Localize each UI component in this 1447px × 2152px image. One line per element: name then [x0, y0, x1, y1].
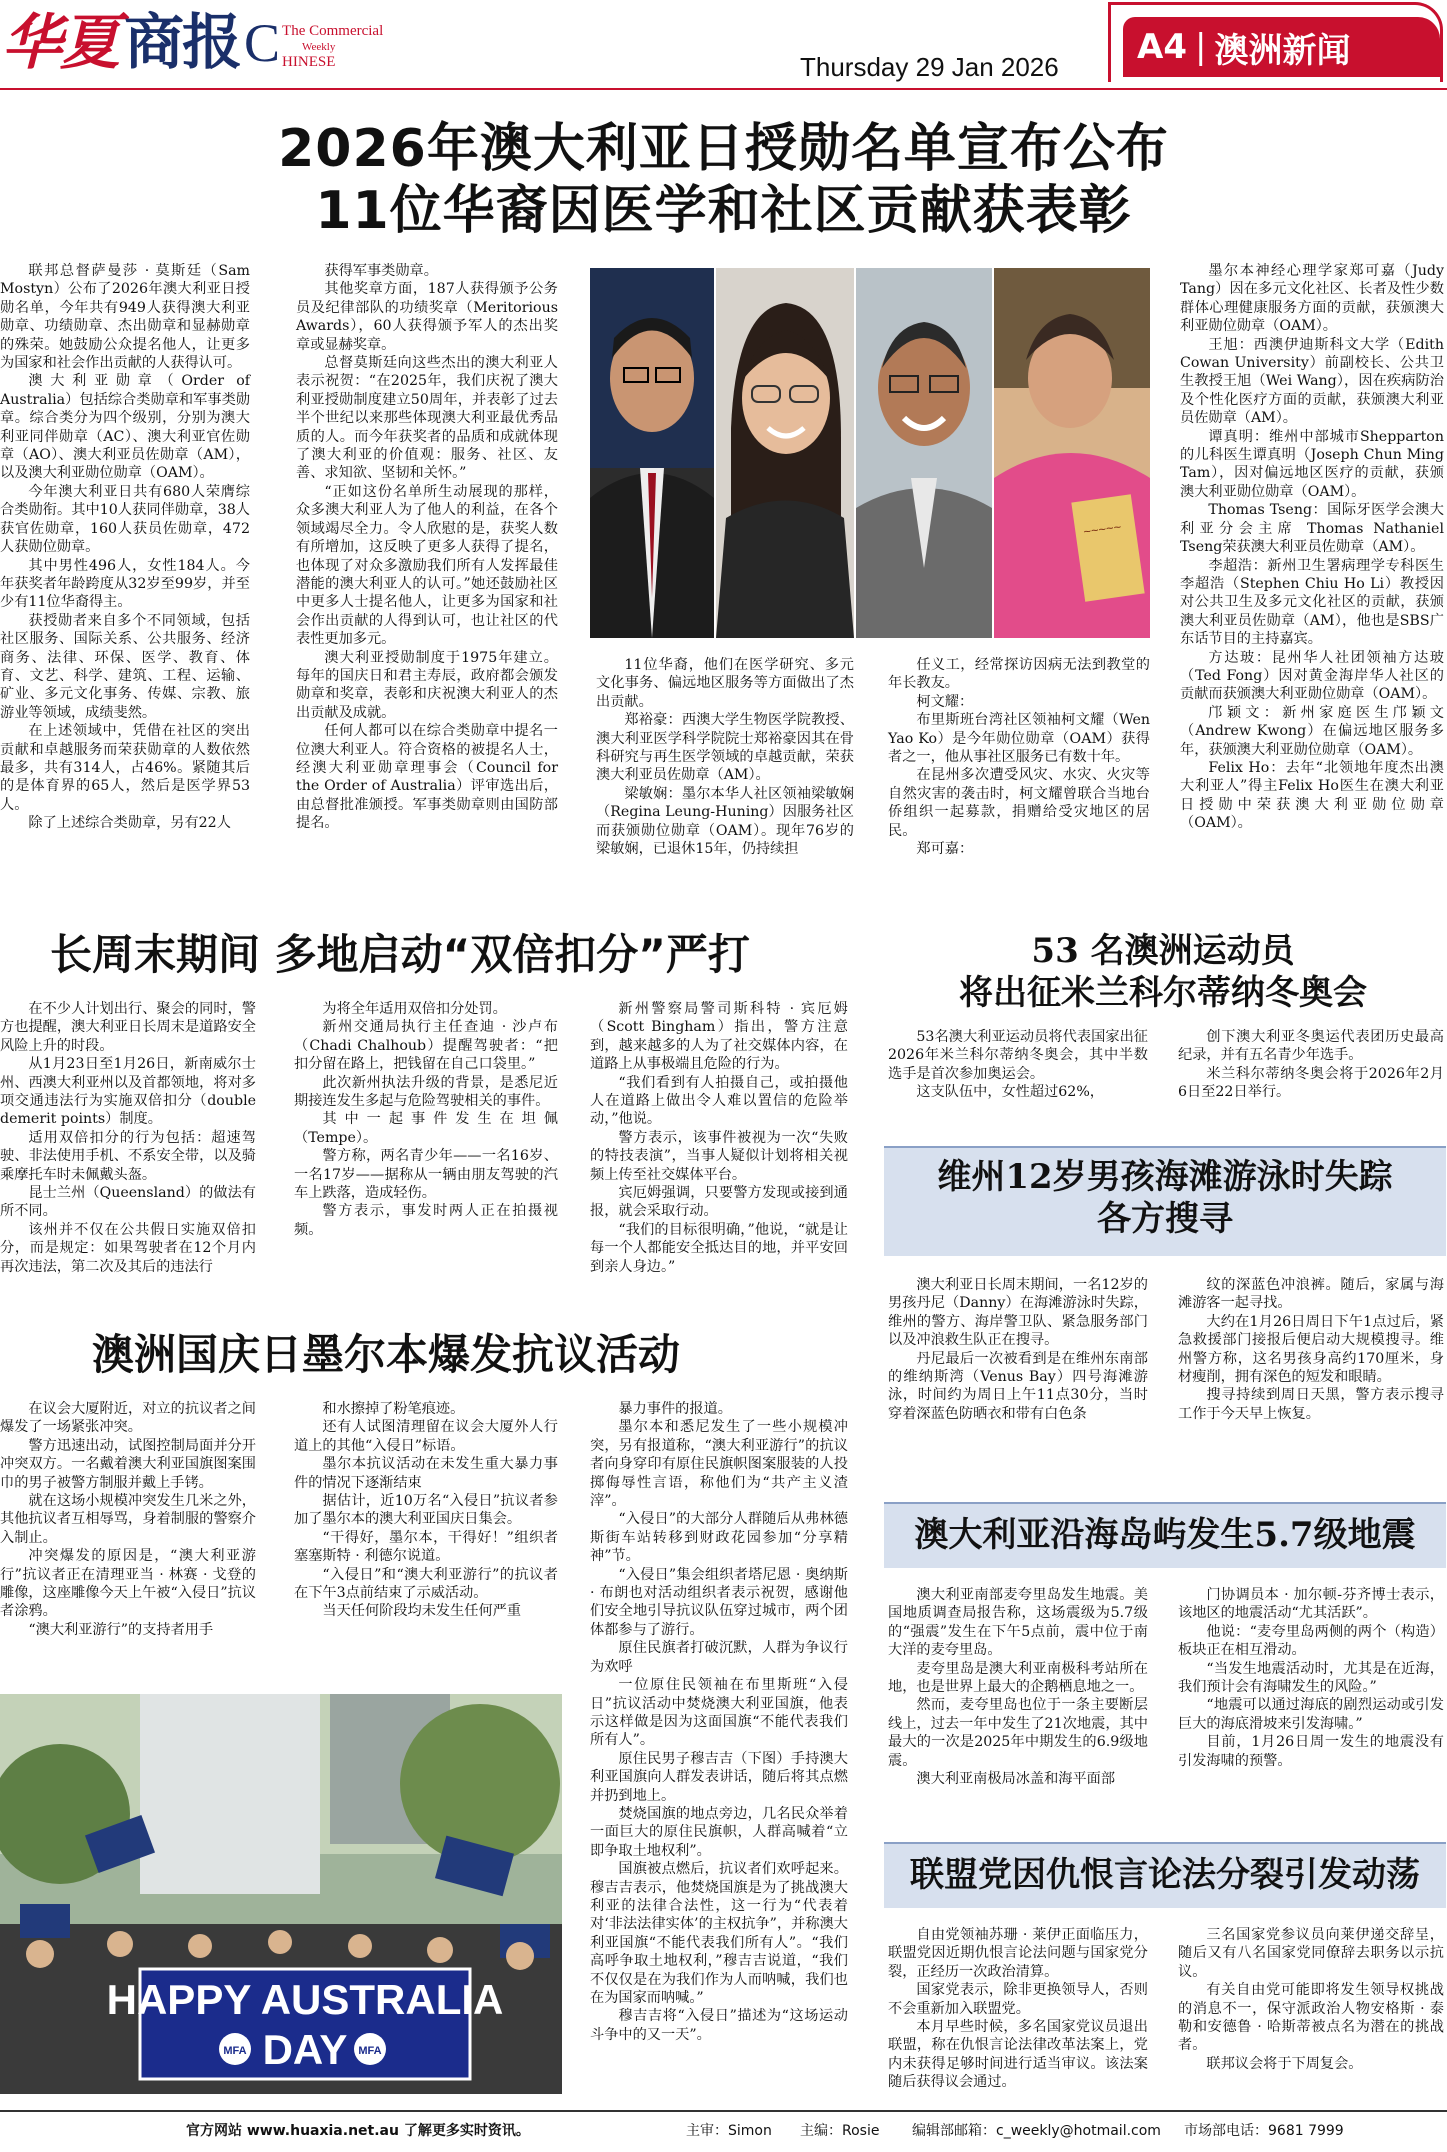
paragraph: 大约在1月26日周日下午1点过后，紧急救援部门接报后便启动大规模搜寻。维州警方称，这名男孩身高约170厘米，身材瘦削，拥有深色的短发和眼睛。 [1178, 1313, 1444, 1386]
newspaper-logo [2, 8, 383, 88]
paragraph: 米兰科尔蒂纳冬奥会将于2026年2月6日至22日举行。 [1178, 1065, 1444, 1101]
paragraph: 总督莫斯廷向这些杰出的澳大利亚人表示祝贺：“在2025年，我们庆祝了澳大利亚授勋制度建立50周年，并表彰了过去半个世纪以来那些体现澳大利亚最优秀品质的人。而今年获奖者的品质和成就体现了澳大利亚的价值观：服务、社区、友善、求知欲、坚韧和关怀。” [296, 355, 558, 482]
lead-col5-text [1180, 262, 1444, 833]
story-demerit-headline: 长周末期间 多地启动“双倍扣分”严打 [50, 930, 750, 979]
paragraph: 梁敏娴：墨尔本华人社区领袖梁敏娴（Regina Leung-Huning）因服务社区而获颁勋位勋章（OAM）。现年76岁的梁敏娴，已退休15年，仍持续担 [596, 785, 854, 858]
paragraph: 在议会大厦附近，对立的抗议者之间爆发了一场紧张冲突。 [0, 1401, 256, 1436]
paragraph: “入侵日”的大部分人群随后从弗林德斯街车站转移到财政花园参加“分享精神”节。 [590, 1511, 848, 1565]
paragraph: 其中一起事件发生在坦佩（Tempe）。 [294, 1111, 558, 1146]
story-earthquake-header: 澳大利亚沿海岛屿发生5.7级地震 [884, 1502, 1446, 1568]
paragraph: 门协调员本 · 加尔顿-芬齐博士表示，该地区的地震活动“尤其活跃”。 [1178, 1587, 1444, 1622]
page-footer [0, 2110, 1447, 2152]
story-demerit-column-3 [590, 1000, 848, 1276]
paragraph: 除了上述综合类勋章，另有22人 [28, 815, 231, 832]
paragraph: 任何人都可以在综合类勋章中提名一位澳大利亚人。符合资格的被提名人士，经澳大利亚勋章理事会（Council for the Order of Australia）评审选出后，由总督批准颁授。军事类勋章则由国防部提名。 [296, 723, 558, 832]
paragraph: 布里斯班台湾社区领袖柯文耀（Wen Yao Ko）是今年勋位勋章（OAM）获得者之一，他从事社区服务已有数十年。 [888, 712, 1150, 766]
paragraph: 一位原住民领袖在布里斯班“入侵日”抗议活动中焚烧澳大利亚国旗，他表示这样做是因为这面国旗“不能代表我们所有人”。 [590, 1677, 848, 1749]
story-earthquake-column-2 [1178, 1586, 1444, 1770]
paragraph: 警方迅速出动，试图控制局面并分开冲突双方。一名戴着澳大利亚国旗图案围巾的男子被警方制服并戴上手铐。 [0, 1437, 256, 1491]
story-olympics-column-2 [1178, 1028, 1444, 1102]
paragraph: 郑裕豪：西澳大学生物医学院教授、澳大利亚医学科学院院士郑裕豪因其在骨科研究与再生医学领域的卓越贡献，荣获澳大利亚员佐勋章（AM）。 [596, 712, 854, 784]
paragraph: 他说：“麦夸里岛两侧的两个（构造）板块正在相互滑动。 [1178, 1623, 1444, 1659]
paragraph: 其中男性496人，女性184人。今年获奖者年龄跨度从32岁至99岁，并至少有11位华裔得主。 [0, 557, 250, 611]
portrait-photo-4 [994, 268, 1150, 638]
paragraph: 自由党领袖苏珊 · 莱伊正面临压力，联盟党因近期仇恨言论法问题与国家党分裂，正经历一次政治清算。 [888, 1927, 1148, 1980]
portrait-photo-3 [856, 268, 992, 638]
story-coalition-column-2 [1178, 1926, 1444, 2073]
paragraph: 冲突爆发的原因是，“澳大利亚游行”抗议者正在清理亚当 · 林赛 · 戈登的雕像，这座雕像今天上午被“入侵日”抗议者涂鸦。 [0, 1548, 256, 1620]
portrait-photo-1 [590, 268, 714, 638]
paragraph: “正如这份名单所生动展现的那样，众多澳大利亚人为了他人的利益，在各个领域竭尽全力。令人欣慰的是，获奖人数有所增加，这反映了更多人获得了提名，也体现了对众多激励我们所有人发挥最佳潜能的澳大利亚人的认可。”她还鼓励社区中更多人士提名他人，让更多为国家和社会作出贡献的人得到认可，也让社区的代表性更加多元。 [296, 483, 558, 648]
paragraph: 王旭：西澳伊迪斯科文大学（Edith Cowan University）前副校长、公共卫生教授王旭（Wei Wang），因在疾病防治及个性化医疗方面的贡献，获颁澳大利亚员佐勋章（AM）。 [1180, 336, 1444, 427]
paragraph: 搜寻持续到周日天黑，警方表示搜寻工作于今天早上恢复。 [1178, 1387, 1444, 1422]
paragraph: 就在这场小规模冲突发生几米之外，其他抗议者互相辱骂，身着制服的警察介入制止。 [0, 1493, 256, 1546]
paragraph: 国旗被点燃后，抗议者们欢呼起来。穆吉吉表示，他焚烧国旗是为了挑战澳大利亚的法律合法性，这一行为“代表着对‘非法法律实体’的主权抗争”，并称澳大利亚国旗“不能代表我们所有人”。“我们高呼争取土地权利，”穆吉吉说道，“我们不仅仅是在为我们作为人而呐喊，我们也在为国家而呐喊。” [590, 1861, 848, 2006]
paragraph: “澳大利亚游行”的支持者用手 [28, 1621, 214, 1638]
paragraph: 获得军事类勋章。 [324, 263, 438, 279]
masthead-divider [0, 88, 1447, 90]
paragraph: 警方称，两名青少年——一名16岁、一名17岁——据称从一辆由朋友驾驶的汽车上跌落，造成轻伤。 [294, 1148, 558, 1202]
lead-col1-text [0, 262, 250, 833]
story-protest-column-2 [294, 1400, 558, 1621]
paragraph: “当发生地震活动时，尤其是在近海，我们预计会有海啸发生的风险。” [1178, 1660, 1444, 1696]
lead-col3-text [596, 656, 854, 858]
paragraph: 邝颖文：新州家庭医生邝颖文（Andrew Kwong）在偏远地区服务多年，获颁澳大利亚勋位勋章（OAM）。 [1180, 704, 1444, 758]
paragraph: 该州并不仅在公共假日实施双倍扣分，而是规定：如果驾驶者在12个月内再次违法，第二次及其后的违法行 [0, 1221, 256, 1275]
paragraph: 原住民男子穆吉吉（下图）手持澳大利亚国旗向人群发表讲话，随后将其点燃并扔到地上。 [590, 1750, 848, 1804]
paragraph: 墨尔本和悉尼发生了一些小规模冲突，另有报道称，“澳大利亚游行”的抗议者向身穿印有原住民旗帜图案服装的人投掷侮辱性言语，称他们为“共产主义渣滓”。 [590, 1419, 848, 1510]
paragraph: 这支队伍中，女性超过62%， [916, 1084, 1104, 1101]
paragraph: 澳大利亚日长周末期间，一名12岁的男孩丹尼（Danny）在海滩游泳时失踪，维州的警方、海岸警卫队、紧急服务部门以及冲浪救生队正在搜寻。 [888, 1277, 1148, 1349]
story-olympics-column-1 [888, 1028, 1148, 1102]
paragraph: 警方表示，事发时两人正在拍摄视频。 [294, 1203, 558, 1238]
paragraph: 此次新州执法升级的背景，是悉尼近期接连发生多起与危险驾驶相关的事件。 [294, 1074, 558, 1110]
footer-phone: 市场部电话：9681 7999 [1184, 2123, 1344, 2139]
logo-c: C [244, 13, 281, 73]
logo-shangbao: 商报 [124, 8, 240, 78]
lead-col2-text [296, 262, 558, 833]
portrait-photo-2 [716, 268, 854, 638]
paragraph: 在上述领域中，凭借在社区的突出贡献和卓越服务而荣获勋章的人数依然最多，共有314人，占46%。紧随其后的是体育界的65人，然后是医学界53人。 [0, 723, 250, 813]
paragraph: 警方表示，该事件被视为一次“失败的特技表演”，当事人疑似计划将相关视频上传至社交媒体平台。 [590, 1129, 848, 1183]
paragraph: “入侵日”和“澳大利亚游行”的抗议者在下午3点前结束了示威活动。 [294, 1566, 558, 1602]
svg-text:~~~~~: ~~~~~ [1082, 519, 1123, 540]
lead-column-1 [0, 262, 250, 833]
paragraph: Thomas Tseng：国际牙医学会澳大利亚分会主席 Thomas Nathaniel Tseng荣获澳大利亚员佐勋章（AM）。 [1180, 502, 1444, 556]
logo-english: The Commercial Weekly HINESE [282, 23, 384, 70]
paragraph: 任义工，经常探访因病无法到教堂的年长教友。 [888, 657, 1150, 692]
paragraph: 澳大利亚勋章（Order of Australia）包括综合类勋章和军事类勋章。综合类分为四个级别，分别为澳大利亚同伴勋章（AC）、澳大利亚官佐勋章（AO）、澳大利亚员佐勋章（AM），以及澳大利亚勋位勋章（OAM）。 [0, 373, 250, 482]
paragraph: 其他奖章方面，187人获得颁予公务员及纪律部队的功绩奖章（Meritorious Awards），60人获得颁予军人的杰出奖章或显赫奖章。 [296, 281, 558, 353]
story-earthquake-column-1 [888, 1586, 1148, 1788]
paragraph: 国家党表示，除非更换领导人，否则不会重新加入联盟党。 [888, 1982, 1148, 2017]
paragraph: 昆士兰州（Queensland）的做法有所不同。 [0, 1185, 256, 1220]
paragraph: 然而，麦夸里岛也位于一条主要断层线上，过去一年中发生了21次地震，其中最大的一次是2025年中期发生的6.9级地震。 [888, 1697, 1148, 1769]
paragraph: “入侵日”集会组织者塔尼恩 · 奥纳斯 · 布朗也对活动组织者表示祝贺，感谢他们安全地引导抗议队伍穿过城市，两个团体都参与了游行。 [590, 1566, 848, 1638]
paragraph: 还有人试图清理留在议会大厦外人行道上的其他“入侵日”标语。 [294, 1419, 558, 1454]
story-protest-column-3 [590, 1400, 848, 2044]
paragraph: 和水擦掉了粉笔痕迹。 [322, 1401, 465, 1417]
paragraph: 焚烧国旗的地点旁边，几名民众举着一面巨大的原住民旗帜，人群高喊着“立即争取土地权利”。 [590, 1805, 848, 1859]
paragraph: 本月早些时候，多名国家党议员退出联盟，称在仇恨言论法律改革法案上，党内未获得足够时间进行适当审议。该法案随后获得议会通过。 [888, 2019, 1148, 2091]
paragraph: 暴力事件的报道。 [618, 1401, 732, 1417]
paragraph: 澳大利亚授勋制度于1975年建立。每年的国庆日和君主寿辰，政府都会颁发勋章和奖章，表彰和庆祝澳大利亚人的杰出贡献及成就。 [296, 649, 558, 721]
paragraph: “我们看到有人拍摄自己，或拍摄他人在道路上做出令人难以置信的危险举动，”他说。 [590, 1074, 848, 1128]
paragraph: 为将全年适用双倍扣分处罚。 [322, 1001, 507, 1017]
page-section-tag: A4 | 澳洲新闻 [1108, 2, 1443, 82]
paragraph: “干得好，墨尔本，干得好！”组织者塞塞斯特 · 利德尔说道。 [294, 1529, 558, 1565]
banner-line-2: DAY [262, 2026, 348, 2073]
paragraph: 新州警察局警司斯科特 · 宾厄姆（Scott Bingham）指出，警方注意到，越来越多的人为了社交媒体内容，在道路上从事极端且危险的行为。 [590, 1001, 848, 1073]
footer-editor: 主审：Simon [686, 2123, 772, 2139]
story-demerit-column-2 [294, 1000, 558, 1239]
lead-column-2 [296, 262, 558, 833]
paragraph: 在不少人计划出行、聚会的同时，警方也提醒，澳大利亚日长周末是道路安全风险上升的时段。 [0, 1001, 256, 1054]
footer-email: 编辑部邮箱：c_weekly@hotmail.com [912, 2123, 1161, 2139]
issue-date: Thursday 29 Jan 2026 [800, 52, 1059, 82]
banner-badge-left: MFA [223, 2045, 247, 2057]
paragraph: 当天任何阶段均未发生任何严重 [322, 1603, 522, 1620]
story-demerit-column-1 [0, 1000, 256, 1276]
banner-line-1: HAPPY AUSTRALIA [106, 1976, 504, 2023]
paragraph: 宾厄姆强调，只要警方发现或接到通报，就会采取行动。 [590, 1185, 848, 1220]
paragraph: 郑可嘉： [916, 841, 974, 858]
paragraph: 适用双倍扣分的行为包括：超速驾驶、非法使用手机、不系安全带，以及骑乘摩托车时未佩戴头盔。 [0, 1129, 256, 1183]
footer-chief-editor: 主编：Rosie [800, 2123, 880, 2139]
logo-huaxia: 华夏 [2, 8, 118, 78]
story-olympics-headline: 53 名澳洲运动员 将出征米兰科尔蒂纳冬奥会 [959, 931, 1367, 1013]
paragraph: 53名澳大利亚运动员将代表国家出征2026年米兰科尔蒂纳冬奥会，其中半数选手是首次参加奥运会。 [888, 1029, 1148, 1082]
section-name: 澳洲新闻 [1214, 30, 1351, 71]
paragraph: 谭真明：维州中部城市Shepparton的儿科医生谭真明（Joseph Chun Ming Tam），因对偏远地区医疗的贡献，获颁澳大利亚勋位勋章（OAM）。 [1180, 428, 1444, 500]
paragraph: “地震可以通过海底的剧烈运动或引发巨大的海底滑坡来引发海啸。” [1178, 1697, 1444, 1732]
paragraph: 李超浩：新州卫生署病理学专科医生李超浩（Stephen Chiu Ho Li）教授因对公共卫生及多元文化社区的贡献，获颁澳大利亚员佐勋章（AM），他也是SBS广东话节目的主持嘉宾。 [1180, 557, 1444, 648]
paragraph: 今年澳大利亚日共有680人荣膺综合类勋衔。其中10人获同伴勋章，38人获官佐勋章，160人获员佐勋章，472人获勋位勋章。 [0, 483, 250, 556]
paragraph: 墨尔本抗议活动在未发生重大暴力事件的情况下逐渐结束 [294, 1456, 558, 1491]
page-number: A4 [1137, 27, 1187, 67]
footer-website: 官方网站 www.huaxia.net.au 了解更多实时资讯。 [186, 2123, 530, 2139]
lead-col4-text [888, 656, 1150, 858]
story-missing-boy-column-1 [888, 1276, 1148, 1423]
paragraph: 原住民旗者打破沉默，人群为争议行为欢呼 [590, 1640, 848, 1675]
story-coalition-header: 联盟党因仇恨言论法分裂引发动荡 [884, 1842, 1446, 1908]
paragraph: 获授勋者来自多个不同领域，包括社区服务、国际关系、公共服务、经济商务、法律、环保、医学、教育、体育、文艺、科学、建筑、工程、运输、矿业、多元文化事务、传媒、宗教、旅游业等领域，成绩斐然。 [0, 612, 250, 721]
lead-column-4 [888, 656, 1150, 858]
paragraph: 墨尔本神经心理学家郑可嘉（Judy Tang）因在多元文化社区、长者及性少数群体心理健康服务方面的贡献，获颁澳大利亚勋位勋章（OAM）。 [1180, 263, 1444, 335]
banner-badge-right: MFA [358, 2045, 382, 2057]
paragraph: 纹的深蓝色冲浪裤。随后，家属与海滩游客一起寻找。 [1178, 1277, 1444, 1312]
paragraph: 有关自由党可能即将发生领导权挑战的消息不一，保守派政治人物安格斯 · 泰勒和安德鲁 · 哈斯蒂被点名为潜在的挑战者。 [1178, 1982, 1444, 2054]
paragraph: 联邦总督萨曼莎 · 莫斯廷（Sam Mostyn）公布了2026年澳大利亚日授勋名单，今年共有949人获得澳大利亚勋章、功绩勋章、杰出勋章和显赫勋章的殊荣。她鼓励公众提名他人，让更多为国家和社会作出贡献的人获得认可。 [0, 263, 250, 372]
paragraph: 方达玻：昆州华人社团领袖方达玻（Ted Fong）因对黄金海岸华人社区的贡献而获颁澳大利亚勋位勋章（OAM）。 [1180, 649, 1444, 703]
paragraph: 柯文耀： [916, 693, 974, 710]
paragraph: 据估计，近10万名“入侵日”抗议者参加了墨尔本的澳大利亚国庆日集会。 [294, 1493, 558, 1528]
paragraph: 澳大利亚南部麦夸里岛发生地震。美国地质调查局报告称，这场震级为5.7级的“强震”发生在下午5点前，震中位于南大洋的麦夸里岛。 [888, 1587, 1148, 1659]
paragraph: 在昆州多次遭受风灾、水灾、火灾等自然灾害的袭击时，柯文耀曾联合当地台侨组织一起募款，捐赠给受灾地区的居民。 [888, 767, 1150, 839]
story-missing-boy-header: 维州12岁男孩海滩游泳时失踪 各方搜寻 [884, 1146, 1446, 1256]
paragraph: Felix Ho：去年“北领地年度杰出澳大利亚人”得主Felix Ho医生在澳大利亚日授勋中荣获澳大利亚勋位勋章（OAM）。 [1180, 759, 1444, 832]
story-protest-column-1 [0, 1400, 256, 1639]
lead-column-5 [1180, 262, 1444, 833]
paragraph: 穆吉吉将“入侵日”描述为“这场运动斗争中的又一天”。 [590, 2008, 848, 2043]
paragraph: 联邦议会将于下周复会。 [1206, 2055, 1363, 2072]
paragraph: 新州交通局执行主任查迪 · 沙卢布（Chadi Chalhoub）提醒驾驶者：“把扣分留在路上，把钱留在自己口袋里。” [294, 1019, 558, 1073]
lead-headline: 2026年澳大利亚日授勋名单宣布公布 11位华裔因医学和社区贡献获表彰 [278, 119, 1169, 241]
story-protest-headline: 澳洲国庆日墨尔本爆发抗议活动 [92, 1330, 681, 1379]
lead-column-3 [596, 656, 854, 858]
paragraph: 11位华裔，他们在医学研究、多元文化事务、偏远地区服务等方面做出了杰出贡献。 [596, 657, 854, 710]
paragraph: 澳大利亚南极局冰盖和海平面部 [916, 1771, 1116, 1788]
paragraph: 创下澳大利亚冬奥运代表团历史最高纪录，并有五名青少年选手。 [1178, 1029, 1444, 1064]
story-coalition-column-1 [888, 1926, 1148, 2092]
paragraph: 麦夸里岛是澳大利亚南极科考站所在地，也是世界上最大的企鹅栖息地之一。 [888, 1660, 1148, 1696]
paragraph: 目前，1月26日周一发生的地震没有引发海啸的预警。 [1178, 1734, 1444, 1769]
paragraph: 丹尼最后一次被看到是在维州东南部的维纳斯湾（Venus Bay）四号海滩游泳，时间约为周日上午11点30分，当时穿着深蓝色防晒衣和带有白色条 [888, 1350, 1148, 1422]
paragraph: 三名国家党参议员向莱伊递交辞呈，随后又有八名国家党同僚辞去职务以示抗议。 [1178, 1927, 1444, 1980]
story-missing-boy-column-2 [1178, 1276, 1444, 1423]
paragraph: “我们的目标很明确，”他说，“就是让每一个人都能安全抵达目的地，并平安回到亲人身边。” [590, 1221, 848, 1275]
paragraph: 从1月23日至1月26日，新南威尔士州、西澳大利亚州以及首都领地，将对多项交通违法行为实施双倍扣分（double demerit points）制度。 [0, 1056, 256, 1128]
australia-day-march-photo [0, 1694, 562, 2094]
